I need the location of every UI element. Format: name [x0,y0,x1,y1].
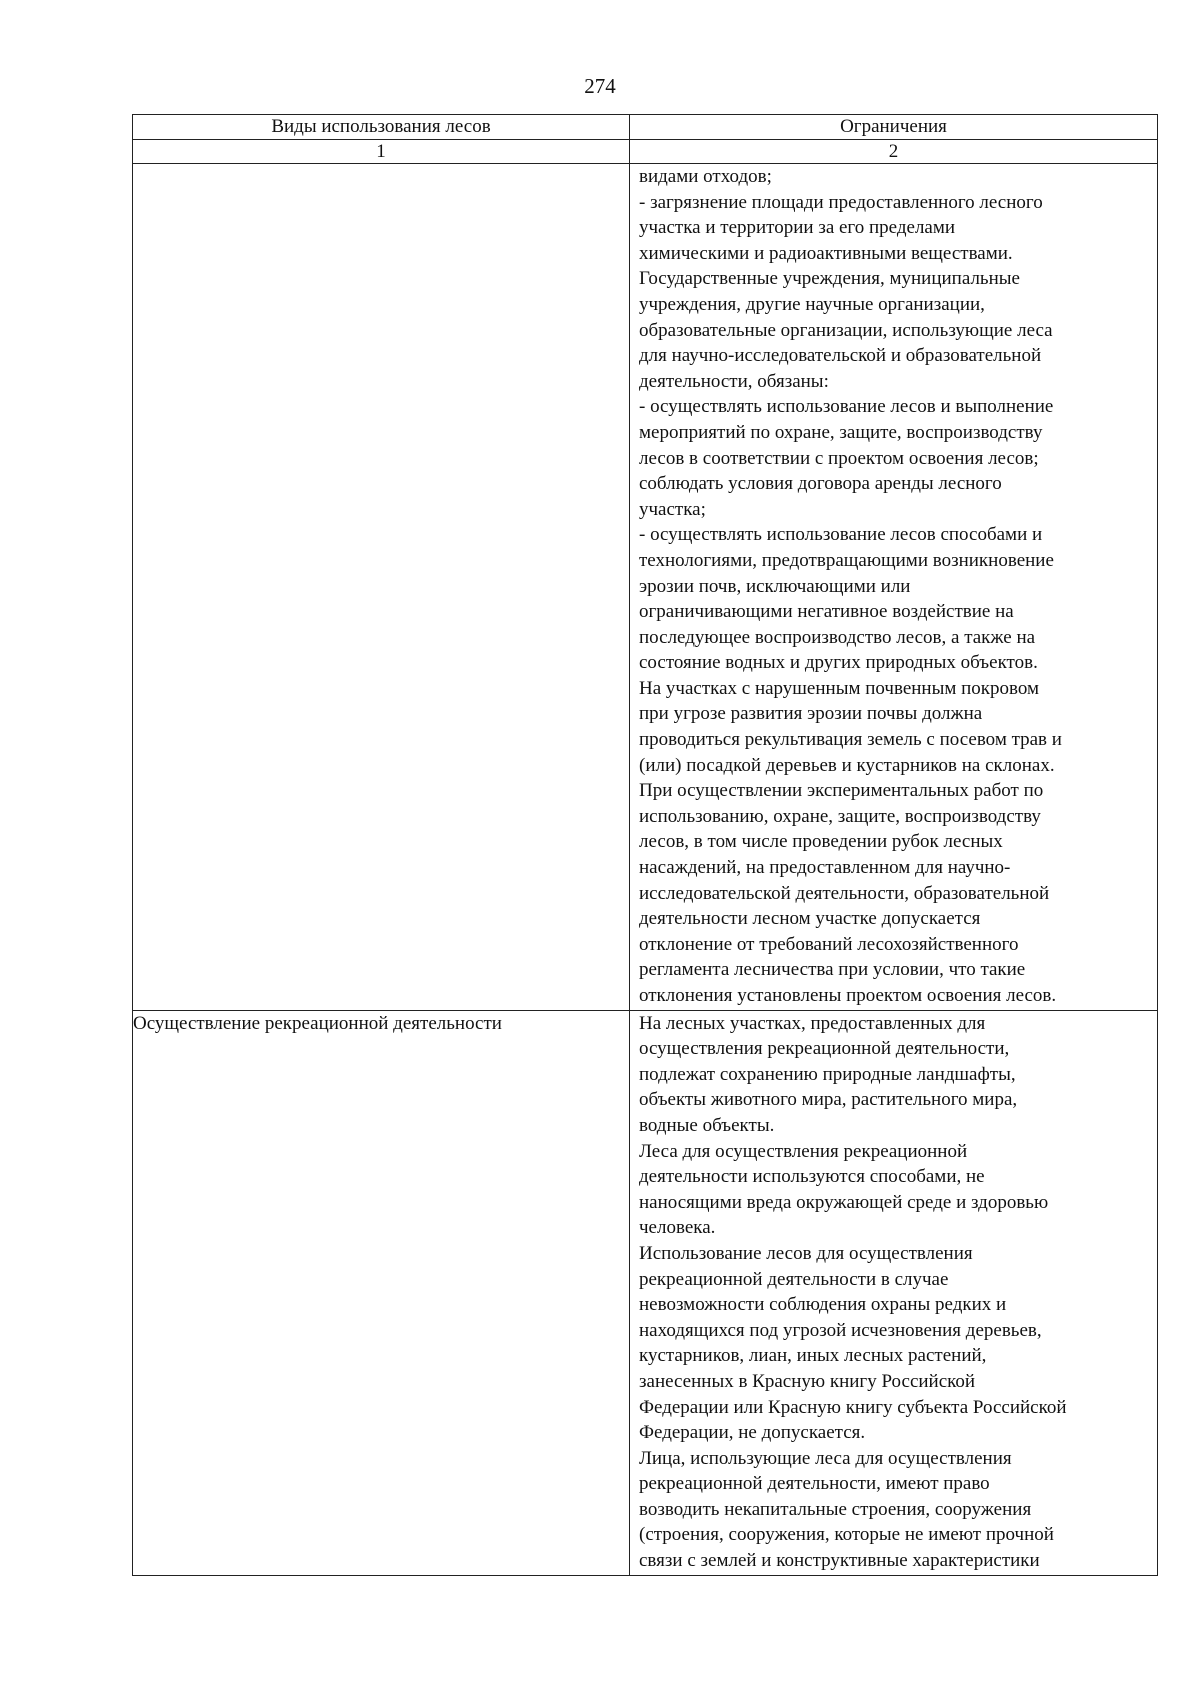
restriction-text-line: деятельности используются способами, не [639,1166,985,1188]
restriction-text-line: соблюдать условия договора аренды лесного [639,473,1002,495]
restriction-text-line: (строения, сооружения, которые не имеют прочной [639,1524,1054,1546]
restriction-text-line: находящихся под угрозой исчезновения деревьев, [639,1319,1042,1341]
restriction-text-line: - загрязнение площади предоставленного лесного [639,191,1043,213]
restriction-text-line: связи с землей и конструктивные характеристики [639,1550,1040,1572]
restriction-text-line: учреждения, другие научные организации, [639,293,985,315]
restriction-text-line: При осуществлении экспериментальных работ по [639,780,1044,802]
restriction-text-line: Государственные учреждения, муниципальные [639,268,1020,290]
restriction-text-line: отклонение от требований лесохозяйственного [639,933,1019,955]
restriction-text-line: занесенных в Красную книгу Российской [639,1370,976,1392]
restriction-text-line: для научно-исследовательской и образовательной [639,345,1042,367]
restriction-text-line: участка и территории за его пределами [639,217,956,239]
restrictions-cell [630,1010,1158,1575]
restriction-text-line: использованию, охране, защите, воспроизводству [639,805,1041,827]
restriction-text-line: ограничивающими негативное воздействие на [639,601,1014,623]
column-header-forest-use-types: Виды использования лесов [133,115,630,140]
table-row [133,164,1158,1011]
restriction-text-line: Федерации, не допускается. [639,1422,866,1444]
restriction-text-line: Леса для осуществления рекреационной [639,1140,968,1162]
restriction-text-line: регламента лесничества при условии, что такие [639,959,1026,981]
restriction-text-line: насаждений, на предоставленном для научно- [639,857,1011,879]
restriction-text-line: объекты животного мира, растительного мира, [639,1089,1018,1111]
column-number-1: 1 [133,140,630,164]
restriction-text-line: отклонения установлены проектом освоения лесов. [639,985,1057,1006]
table-header-row [133,115,1158,140]
forest-use-type-cell: Осуществление рекреационной деятельности [133,1010,630,1575]
restriction-text-line: участка; [639,498,706,520]
restriction-text-line: (или) посадкой деревьев и кустарников на склонах. [639,754,1055,776]
restriction-text-line: осуществления рекреационной деятельности, [639,1038,1010,1060]
column-header-restrictions: Ограничения [630,115,1158,140]
restriction-text-line: состояние водных и других природных объектов. [639,652,1038,674]
restriction-text-line: - осуществлять использование лесов и выполнение [639,396,1054,418]
restriction-text-line: рекреационной деятельности в случае [639,1268,949,1290]
restriction-text-line: Лица, использующие леса для осуществления [639,1447,1012,1469]
restriction-text-line: исследовательской деятельности, образовательной [639,882,1050,904]
restriction-text-line: деятельности, обязаны: [639,370,829,392]
restriction-text-line: рекреационной деятельности, имеют право [639,1473,990,1495]
restriction-text-line: лесов, в том числе проведении рубок лесных [639,831,1003,853]
restriction-text-line: невозможности соблюдения охраны редких и [639,1294,1007,1316]
restriction-text-line: эрозии почв, исключающими или [639,575,911,597]
restriction-text-line: при угрозе развития эрозии почвы должна [639,703,983,725]
restriction-text-line: химическими и радиоактивными веществами. [639,242,1013,264]
restriction-text-line: водные объекты. [639,1114,775,1136]
restriction-text-line: возводить некапитальные строения, сооружения [639,1498,1032,1520]
column-number-row [133,140,1158,164]
restrictions-text [630,164,1157,1010]
forest-use-type-cell [133,164,630,1011]
restriction-text-line: технологиями, предотвращающими возникновение [639,549,1054,571]
restriction-text-line: Использование лесов для осуществления [639,1242,973,1264]
restrictions-cell [630,164,1158,1011]
restriction-text-line: подлежат сохранению природные ландшафты, [639,1063,1016,1085]
restriction-text-line: лесов в соответствии с проектом освоения лесов; [639,447,1039,469]
restriction-text-line: кустарников, лиан, иных лесных растений, [639,1345,987,1367]
table-body [133,164,1158,1576]
restriction-text-line: видами отходов; [639,166,772,187]
restriction-text-line: проводиться рекультивация земель с посевом трав и [639,729,1062,751]
restriction-text-line: На участках с нарушенным почвенным покровом [639,677,1040,699]
page-number: 274 [584,74,616,98]
restriction-text-line: человека. [639,1217,716,1239]
restriction-text-line: деятельности лесном участке допускается [639,908,981,930]
restrictions-text [630,1011,1157,1575]
restriction-text-line: На лесных участках, предоставленных для [639,1012,986,1034]
table-row [133,1010,1158,1575]
restriction-text-line: последующее воспроизводство лесов, а также на [639,626,1036,648]
forest-use-table [132,114,1158,1576]
restriction-text-line: Федерации или Красную книгу субъекта Российской [639,1396,1067,1418]
restriction-text-line: мероприятий по охране, защите, воспроизводству [639,421,1043,443]
restriction-text-line: - осуществлять использование лесов способами и [639,524,1043,546]
column-number-2: 2 [630,140,1158,164]
restriction-text-line: образовательные организации, использующие леса [639,319,1053,341]
restriction-text-line: наносящими вреда окружающей среде и здоровью [639,1191,1049,1213]
